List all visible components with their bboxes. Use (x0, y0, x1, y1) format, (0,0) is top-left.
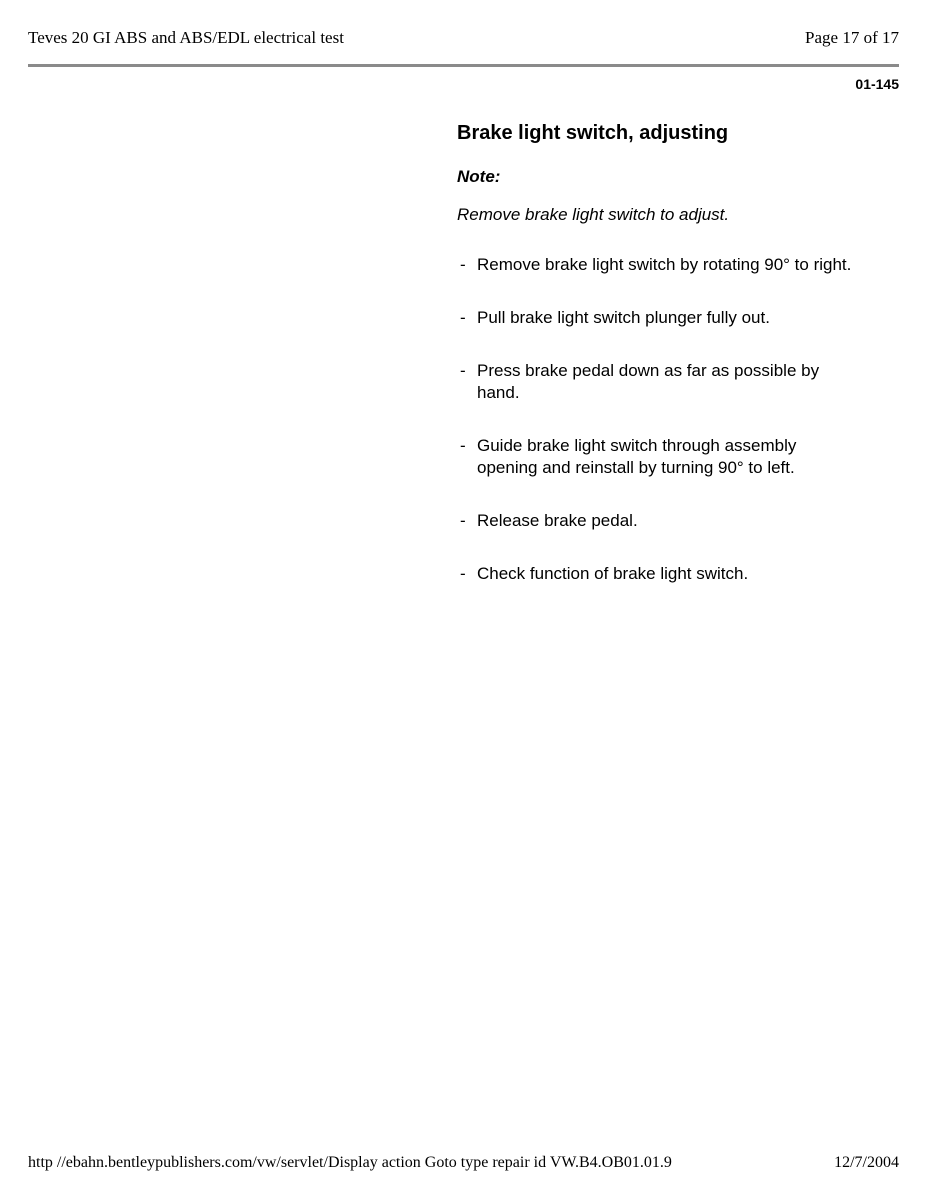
section-heading: Brake light switch, adjusting (457, 122, 729, 144)
note-text: Remove brake light switch to adjust. (457, 205, 730, 224)
step-text: Guide brake light switch through assembly opening and reinstall by turning 90° to left. (477, 436, 797, 477)
step-dash: - (460, 308, 466, 327)
content-column (457, 122, 857, 616)
steps-list (457, 254, 857, 585)
step-text: Release brake pedal. (477, 511, 638, 530)
step-dash: - (460, 436, 466, 455)
step-dash: - (460, 361, 466, 380)
footer-url: http //ebahn.bentleypublishers.com/vw/servlet/Display action Goto type repair id VW.B4.OB01.01.9 (28, 1154, 672, 1171)
step-item (457, 563, 857, 585)
step-text: Press brake pedal down as far as possible by hand. (477, 361, 820, 402)
section-code: 01-145 (855, 76, 899, 92)
step-dash: - (460, 564, 466, 583)
step-item (457, 360, 857, 404)
page-number: Page 17 of 17 (805, 28, 899, 47)
step-item (457, 307, 857, 329)
step-dash: - (460, 511, 466, 530)
header-title: Teves 20 GI ABS and ABS/EDL electrical test (28, 28, 344, 47)
footer-date: 12/7/2004 (834, 1154, 899, 1171)
step-text: Check function of brake light switch. (477, 564, 749, 583)
step-item (457, 510, 857, 532)
footer (28, 1154, 899, 1172)
step-text: Remove brake light switch by rotating 90° to right. (477, 255, 852, 274)
step-item (457, 254, 857, 276)
step-item (457, 435, 857, 479)
step-text: Pull brake light switch plunger fully out. (477, 308, 770, 327)
note-label: Note: (457, 167, 501, 186)
step-dash: - (460, 255, 466, 274)
header-divider (28, 64, 899, 67)
